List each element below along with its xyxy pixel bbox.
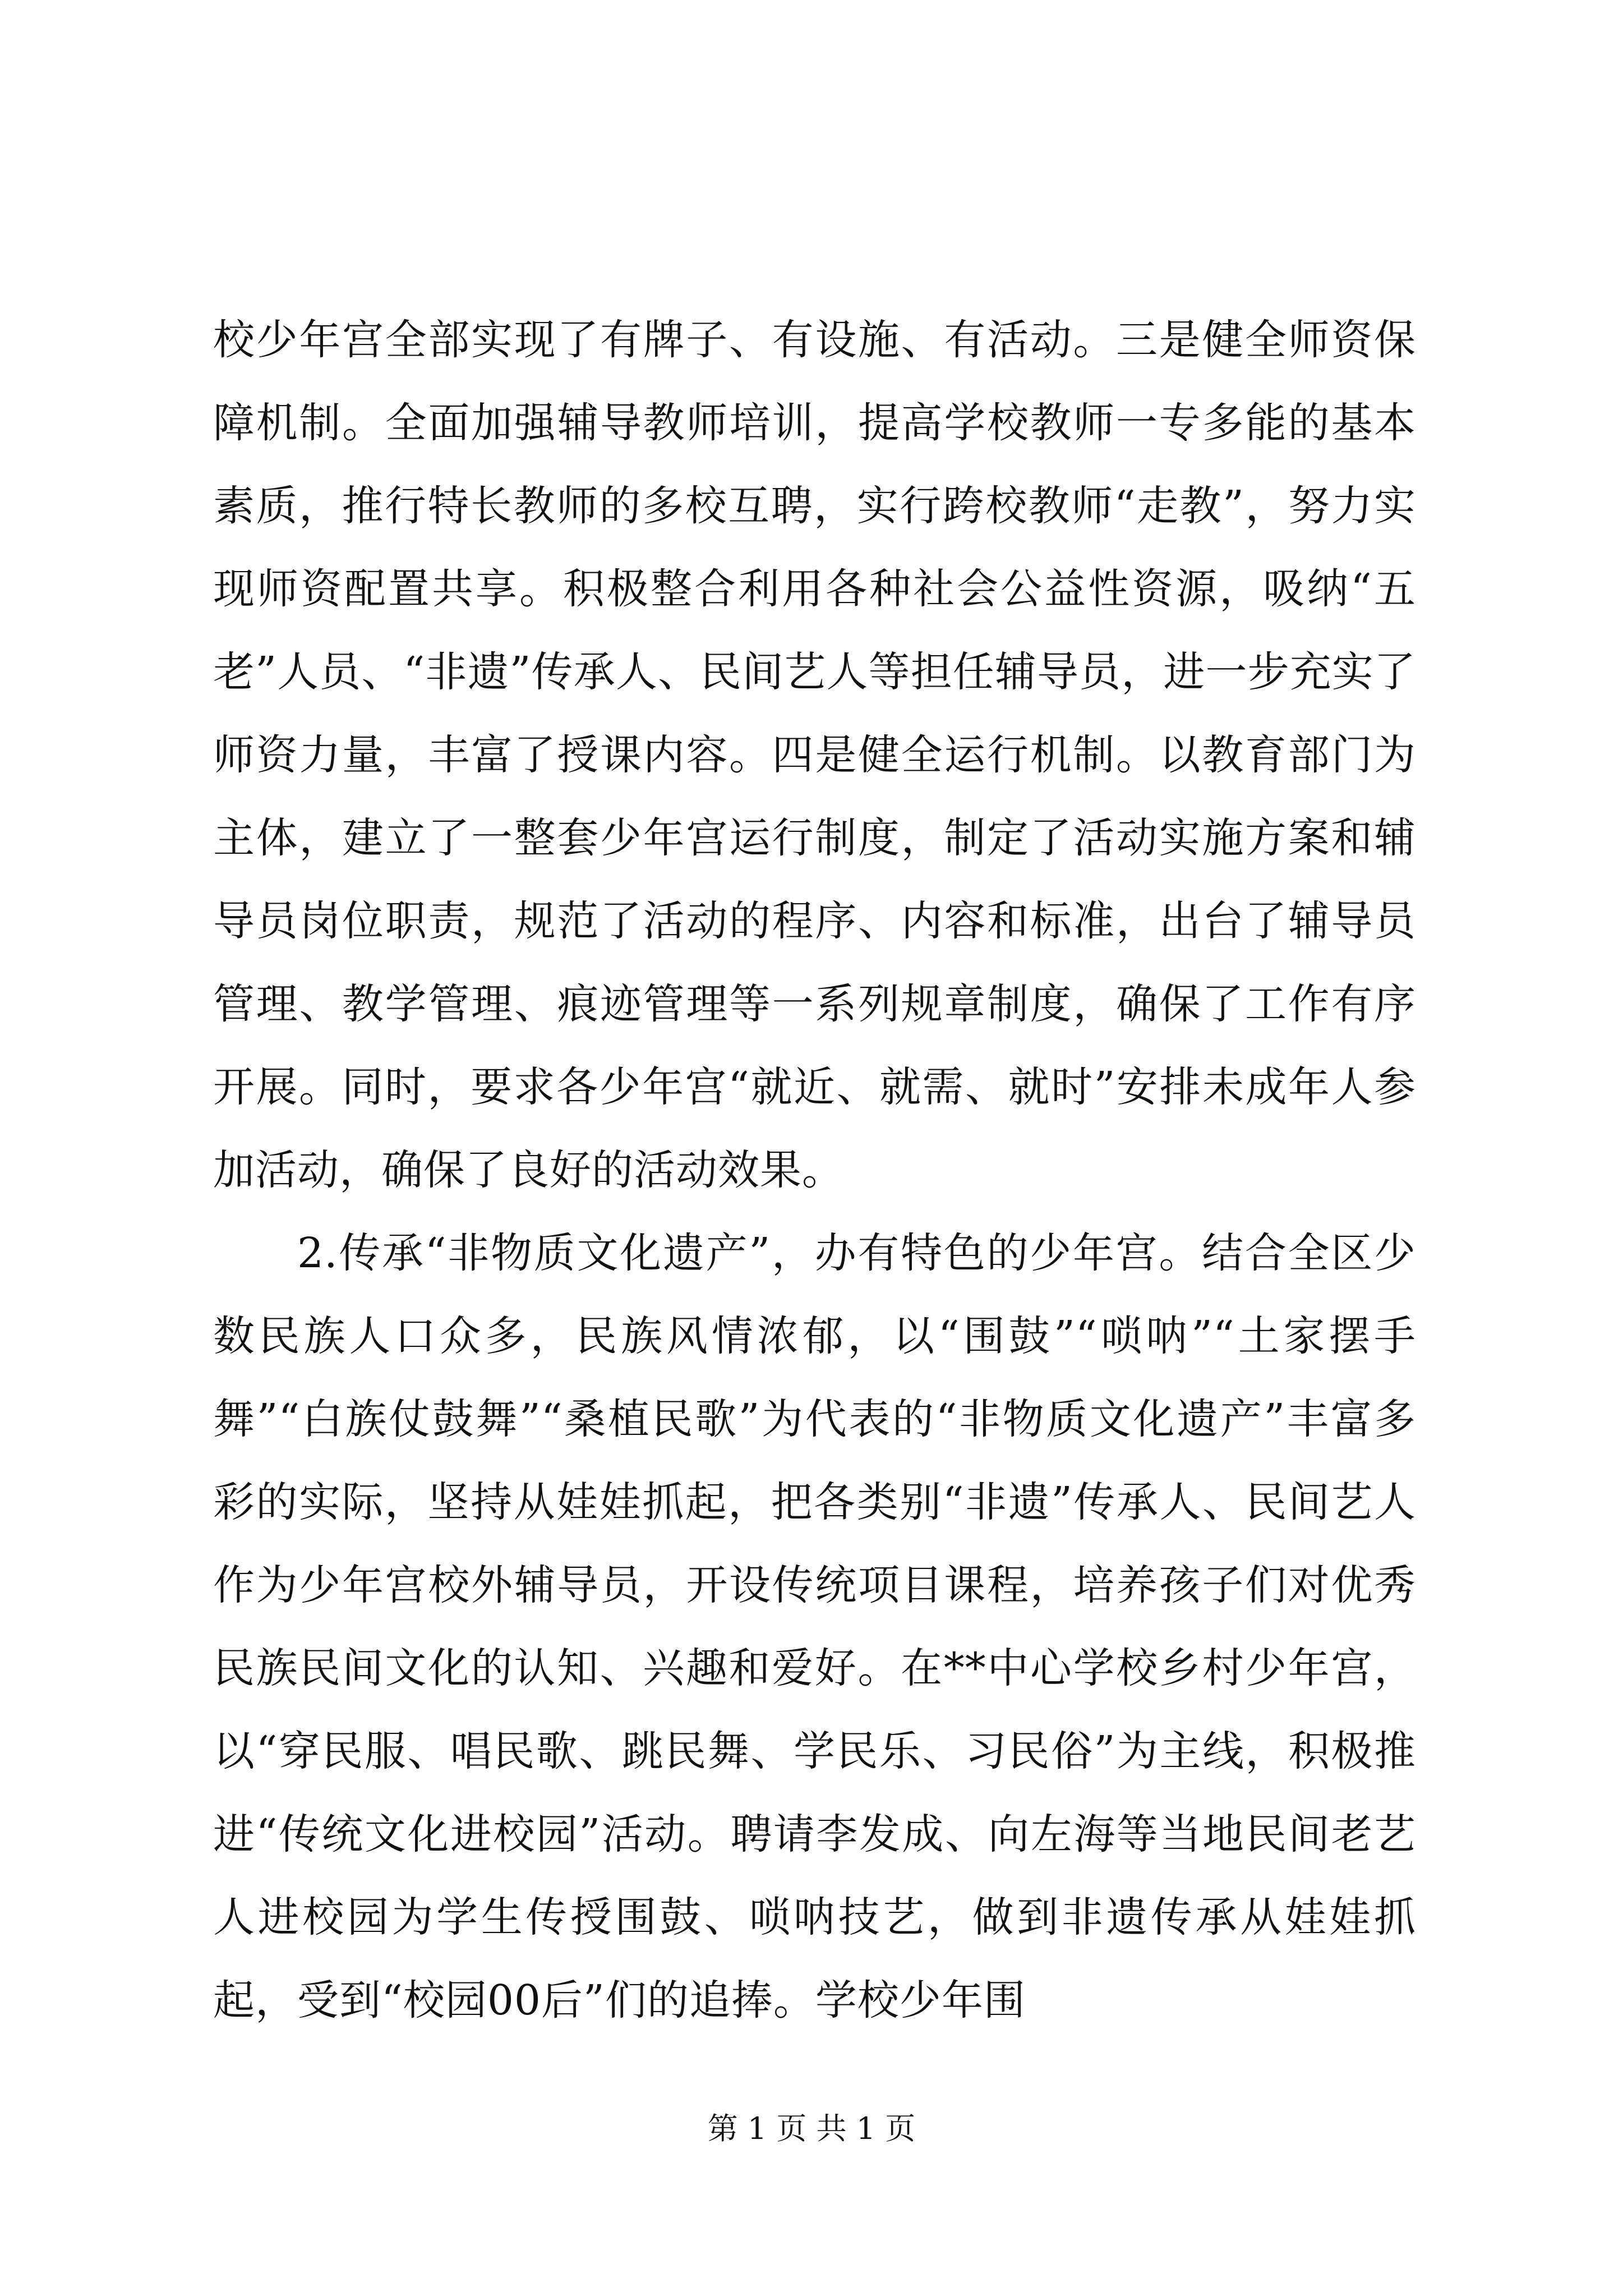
paragraph-2: 2.传承“非物质文化遗产”，办有特色的少年宫。结合全区少数民族人口众多，民族风情浓郁，以“围鼓”“唢呐”“土家摆手舞”“白族仗鼓舞”“桑植民歌”为代表的“非物质文化遗产”丰富多彩的实际，坚持从娃娃抓起，把各类别“非遗”传承人、民间艺人作为少年宫校外辅导员，开设传统项目课程，培养孩子们对优秀民族民间文化的认知、兴趣和爱好。在**中心学校乡村少年宫，以“穿民服、唱民歌、跳民舞、学民乐、习民俗”为主线，积极推进“传统文化进校园”活动。聘请李发成、向左海等当地民间老艺人进校园为学生传授围鼓、唢呐技艺，做到非遗传承从娃娃抓起，受到“校园00后”们的追捧。学校少年围 bbox=[213, 1229, 1416, 2024]
paragraph-1: 校少年宫全部实现了有牌子、有设施、有活动。三是健全师资保障机制。全面加强辅导教师培训，提高学校教师一专多能的基本素质，推行特长教师的多校互聘，实行跨校教师“走教”，努力实现师资配置共享。积极整合利用各种社会公益性资源，吸纳“五老”人员、“非遗”传承人、民间艺人等担任辅导员，进一步充实了师资力量，丰富了授课内容。四是健全运行机制。以教育部门为主体，建立了一整套少年宫运行制度，制定了活动实施方案和辅导员岗位职责，规范了活动的程序、内容和标准，出台了辅导员管理、教学管理、痕迹管理等一系列规章制度，确保了工作有序开展。同时，要求各少年宫“就近、就需、就时”安排未成年人参加活动，确保了良好的活动效果。 bbox=[213, 316, 1416, 1194]
page-footer: 第 1 页 共 1 页 bbox=[707, 2111, 916, 2146]
document-body bbox=[213, 298, 1416, 2042]
